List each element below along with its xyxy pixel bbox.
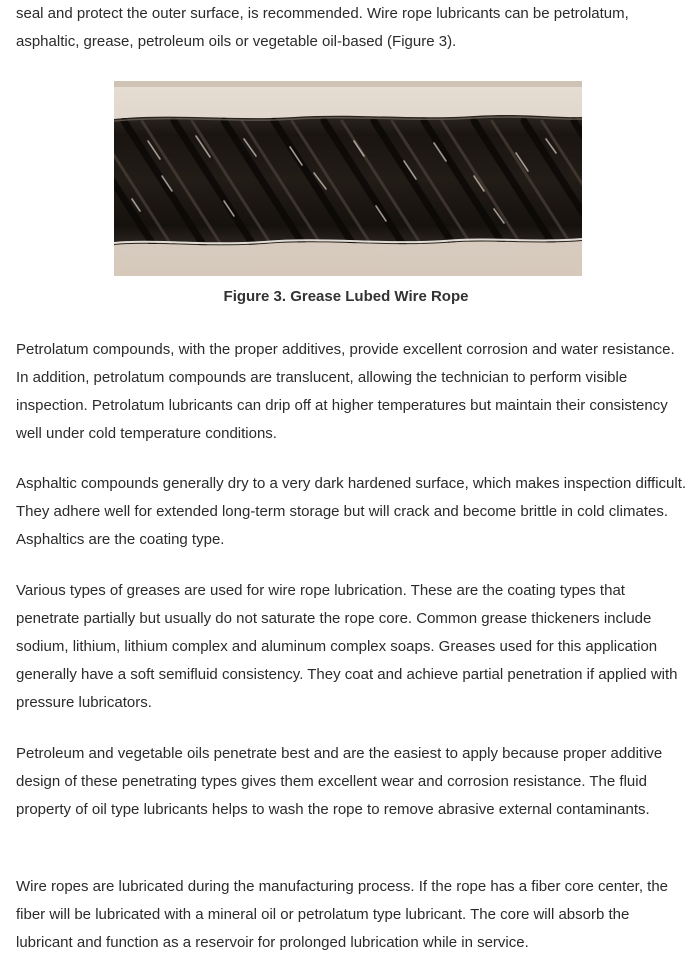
figure-caption: Figure 3. Grease Lubed Wire Rope [223, 288, 469, 305]
figure-wire-rope-image [114, 81, 582, 276]
paragraph-oils: Petroleum and vegetable oils penetrate best and are the easiest to apply because proper additive design of these penetrating types gives them excellent wear and corrosion resistance. The fluid property of oil type lubricants helps to wash the rope to remove abrasive external contaminants. [16, 745, 663, 818]
wire-rope-photo-icon [114, 81, 582, 276]
intro-paragraph: seal and protect the outer surface, is recommended. Wire rope lubricants can be petrolatum, asphaltic, grease, petroleum oils or vegetable oil-based (Figure 3). [16, 5, 629, 50]
paragraph-petrolatum: Petrolatum compounds, with the proper additives, provide excellent corrosion and water resistance. In addition, petrolatum compounds are translucent, allowing the technician to perform visible inspection. Petrolatum lubricants can drip off at higher temperatures but maintain their consistency well under cold temperature conditions. [16, 341, 675, 442]
paragraph-asphaltic: Asphaltic compounds generally dry to a very dark hardened surface, which makes inspection difficult. They adhere well for extended long-term storage but will crack and become brittle in cold climates. Asphaltics are the coating type. [16, 475, 687, 548]
paragraph-manufacturing: Wire ropes are lubricated during the manufacturing process. If the rope has a fiber core center, the fiber will be lubricated with a mineral oil or petrolatum type lubricant. The core will absorb the lubricant and function as a reservoir for prolonged lubrication while in service. [16, 878, 669, 951]
paragraph-greases: Various types of greases are used for wire rope lubrication. These are the coating types that penetrate partially but usually do not saturate the rope core. Common grease thickeners include sodium, lithium, lithium complex and aluminum complex soaps. Greases used for this application generally have a soft semifluid consistency. They coat and achieve partial penetration if applied with pressure lubricators. [16, 582, 678, 711]
